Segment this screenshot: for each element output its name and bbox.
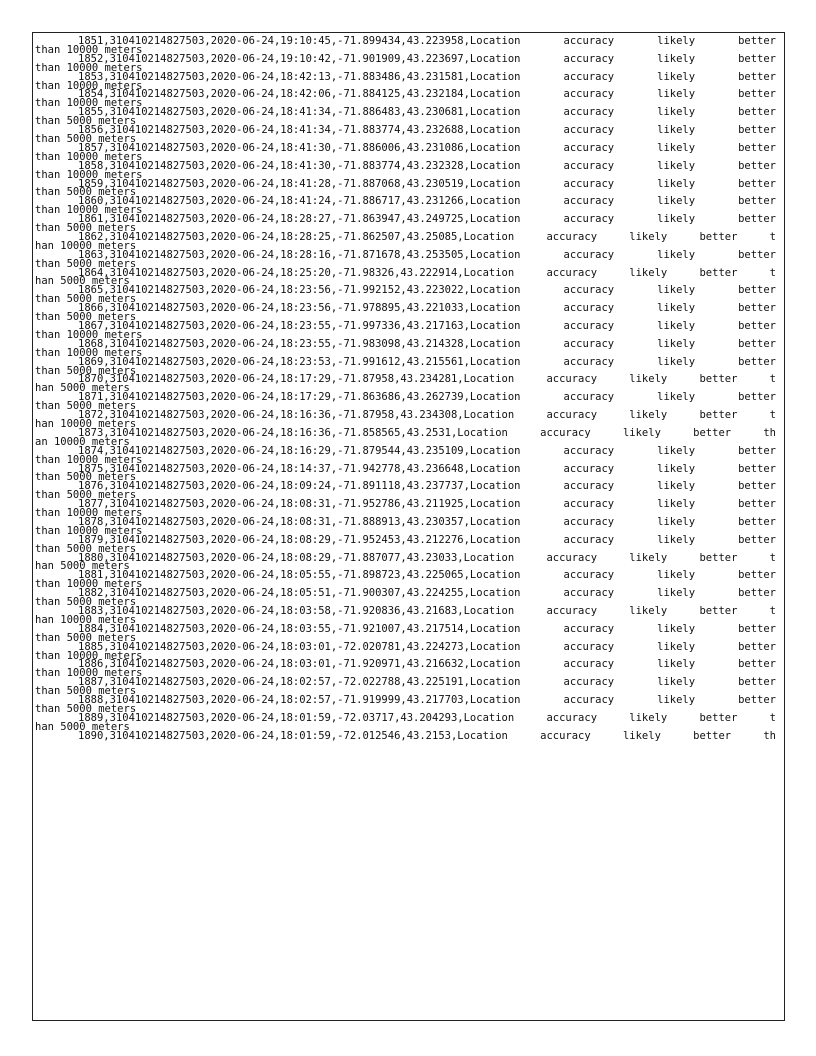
record-line: 1872,310410214827503,2020-06-24,18:16:36,-71.87958,43.234308,Location accuracy likely better t bbox=[78, 409, 776, 422]
log-record bbox=[33, 248, 784, 270]
record-line: 1878,310410214827503,2020-06-24,18:08:31,-71.888913,43.230357,Location accuracy likely better bbox=[78, 515, 776, 528]
record-line: 1885,310410214827503,2020-06-24,18:03:01,-72.020781,43.224273,Location accuracy likely better bbox=[78, 640, 776, 653]
record-wrap: than 5000 meters bbox=[35, 364, 137, 377]
document-frame bbox=[32, 32, 785, 1021]
record-wrap: than 5000 meters bbox=[35, 115, 137, 128]
record-wrap: than 5000 meters bbox=[35, 702, 137, 715]
record-line: 1879,310410214827503,2020-06-24,18:08:29,-71.952453,43.212276,Location accuracy likely better bbox=[78, 533, 776, 546]
record-line: 1873,310410214827503,2020-06-24,18:16:36,-71.858565,43.2531,Location accuracy likely better th bbox=[78, 426, 776, 439]
record-wrap: than 5000 meters bbox=[35, 489, 137, 502]
record-wrap: than 5000 meters bbox=[35, 685, 137, 698]
record-wrap: than 5000 meters bbox=[35, 186, 137, 199]
record-line: 1888,310410214827503,2020-06-24,18:02:57,-71.919999,43.217703,Location accuracy likely better bbox=[78, 694, 776, 707]
record-line: 1867,310410214827503,2020-06-24,18:23:55,-71.997336,43.217163,Location accuracy likely better bbox=[78, 320, 776, 332]
record-line: 1860,310410214827503,2020-06-24,18:41:24,-71.886717,43.231266,Location accuracy likely better bbox=[78, 195, 776, 208]
log-record bbox=[33, 729, 784, 742]
record-line: 1869,310410214827503,2020-06-24,18:23:53,-71.991612,43.215561,Location accuracy likely better bbox=[78, 355, 776, 368]
record-wrap: than 5000 meters bbox=[35, 400, 137, 413]
record-line: 1865,310410214827503,2020-06-24,18:23:56,-71.992152,43.223022,Location accuracy likely better bbox=[78, 284, 776, 297]
record-wrap: than 10000 meters bbox=[35, 507, 143, 520]
record-wrap: than 10000 meters bbox=[35, 667, 143, 680]
record-line: 1851,310410214827503,2020-06-24,19:10:45,-71.899434,43.223958,Location accuracy likely better bbox=[78, 35, 776, 47]
log-record bbox=[33, 159, 784, 181]
record-line: 1868,310410214827503,2020-06-24,18:23:55,-71.983098,43.214328,Location accuracy likely better bbox=[78, 337, 776, 350]
record-line: 1882,310410214827503,2020-06-24,18:05:51,-71.900307,43.224255,Location accuracy likely better bbox=[78, 587, 776, 600]
record-line: 1887,310410214827503,2020-06-24,18:02:57,-72.022788,43.225191,Location accuracy likely better bbox=[78, 676, 776, 689]
record-line: 1861,310410214827503,2020-06-24,18:28:27,-71.863947,43.249725,Location accuracy likely better bbox=[78, 213, 776, 226]
record-wrap: than 10000 meters bbox=[35, 346, 143, 359]
record-wrap: than 10000 meters bbox=[35, 524, 143, 537]
record-wrap: than 10000 meters bbox=[35, 453, 143, 466]
log-record bbox=[33, 533, 784, 555]
record-wrap: than 5000 meters bbox=[35, 132, 137, 145]
record-line: 1874,310410214827503,2020-06-24,18:16:29,-71.879544,43.235109,Location accuracy likely better bbox=[78, 444, 776, 457]
record-wrap: than 10000 meters bbox=[35, 61, 143, 74]
record-line: 1857,310410214827503,2020-06-24,18:41:30,-71.886006,43.231086,Location accuracy likely better bbox=[78, 141, 776, 154]
record-line: 1870,310410214827503,2020-06-24,18:17:29,-71.87958,43.234281,Location accuracy likely better t bbox=[78, 373, 776, 386]
record-line: 1862,310410214827503,2020-06-24,18:28:25,-71.862507,43.25085,Location accuracy likely better t bbox=[78, 230, 776, 243]
record-line: 1859,310410214827503,2020-06-24,18:41:28,-71.887068,43.230519,Location accuracy likely better bbox=[78, 177, 776, 190]
location-log bbox=[33, 33, 784, 741]
record-wrap: than 10000 meters bbox=[35, 328, 143, 341]
record-wrap: than 5000 meters bbox=[35, 471, 137, 484]
record-wrap: than 10000 meters bbox=[35, 649, 143, 662]
record-line: 1886,310410214827503,2020-06-24,18:03:01,-71.920971,43.216632,Location accuracy likely better bbox=[78, 658, 776, 671]
record-line: 1875,310410214827503,2020-06-24,18:14:37,-71.942778,43.236648,Location accuracy likely better bbox=[78, 462, 776, 475]
record-line: 1858,310410214827503,2020-06-24,18:41:30,-71.883774,43.232328,Location accuracy likely better bbox=[78, 159, 776, 172]
record-line: 1880,310410214827503,2020-06-24,18:08:29,-71.887077,43.23033,Location accuracy likely better t bbox=[78, 551, 776, 564]
record-line: 1854,310410214827503,2020-06-24,18:42:06,-71.884125,43.232184,Location accuracy likely better bbox=[78, 88, 776, 101]
record-line: 1871,310410214827503,2020-06-24,18:17:29,-71.863686,43.262739,Location accuracy likely better bbox=[78, 391, 776, 404]
record-wrap: than 5000 meters bbox=[35, 222, 137, 235]
record-line: 1864,310410214827503,2020-06-24,18:25:20,-71.98326,43.222914,Location accuracy likely better t bbox=[78, 266, 776, 279]
record-line: 1877,310410214827503,2020-06-24,18:08:31,-71.952786,43.211925,Location accuracy likely better bbox=[78, 498, 776, 511]
record-wrap: han 5000 meters bbox=[35, 560, 130, 573]
record-wrap: han 5000 meters bbox=[35, 720, 130, 733]
record-line: 1881,310410214827503,2020-06-24,18:05:55,-71.898723,43.225065,Location accuracy likely better bbox=[78, 569, 776, 582]
record-wrap: than 10000 meters bbox=[35, 43, 143, 56]
log-record bbox=[33, 622, 784, 644]
record-line: 1853,310410214827503,2020-06-24,18:42:13,-71.883486,43.231581,Location accuracy likely better bbox=[78, 70, 776, 83]
record-wrap: than 5000 meters bbox=[35, 257, 137, 270]
record-wrap: an 10000 meters bbox=[35, 435, 130, 448]
record-wrap: han 10000 meters bbox=[35, 613, 137, 626]
record-wrap: than 10000 meters bbox=[35, 578, 143, 591]
record-wrap: than 5000 meters bbox=[35, 293, 137, 306]
record-wrap: than 5000 meters bbox=[35, 596, 137, 609]
record-wrap: han 5000 meters bbox=[35, 275, 130, 288]
record-line: 1863,310410214827503,2020-06-24,18:28:16,-71.871678,43.253505,Location accuracy likely better bbox=[78, 248, 776, 261]
record-wrap: than 10000 meters bbox=[35, 79, 143, 92]
record-wrap: than 10000 meters bbox=[35, 97, 143, 110]
record-line: 1855,310410214827503,2020-06-24,18:41:34,-71.886483,43.230681,Location accuracy likely better bbox=[78, 106, 776, 119]
record-line: 1852,310410214827503,2020-06-24,19:10:42,-71.901909,43.223697,Location accuracy likely better bbox=[78, 52, 776, 65]
log-record bbox=[33, 337, 784, 359]
record-wrap: han 5000 meters bbox=[35, 382, 130, 395]
record-wrap: han 10000 meters bbox=[35, 417, 137, 430]
record-wrap: than 5000 meters bbox=[35, 631, 137, 644]
record-wrap: than 5000 meters bbox=[35, 542, 137, 555]
record-line: 1883,310410214827503,2020-06-24,18:03:58,-71.920836,43.21683,Location accuracy likely better t bbox=[78, 605, 776, 617]
record-line: 1889,310410214827503,2020-06-24,18:01:59,-72.03717,43.204293,Location accuracy likely better t bbox=[78, 711, 776, 724]
log-record bbox=[33, 52, 784, 74]
record-line: 1890,310410214827503,2020-06-24,18:01:59,-72.012546,43.2153,Location accuracy likely better th bbox=[78, 729, 776, 742]
record-line: 1876,310410214827503,2020-06-24,18:09:24,-71.891118,43.237737,Location accuracy likely better bbox=[78, 480, 776, 493]
record-wrap: than 10000 meters bbox=[35, 204, 143, 217]
record-wrap: than 10000 meters bbox=[35, 168, 143, 181]
record-line: 1884,310410214827503,2020-06-24,18:03:55,-71.921007,43.217514,Location accuracy likely better bbox=[78, 622, 776, 635]
record-wrap: than 10000 meters bbox=[35, 150, 143, 163]
record-wrap: han 10000 meters bbox=[35, 239, 137, 252]
record-line: 1856,310410214827503,2020-06-24,18:41:34,-71.883774,43.232688,Location accuracy likely better bbox=[78, 124, 776, 137]
record-line: 1866,310410214827503,2020-06-24,18:23:56,-71.978895,43.221033,Location accuracy likely better bbox=[78, 302, 776, 315]
record-wrap: than 5000 meters bbox=[35, 311, 137, 324]
log-record bbox=[33, 444, 784, 466]
